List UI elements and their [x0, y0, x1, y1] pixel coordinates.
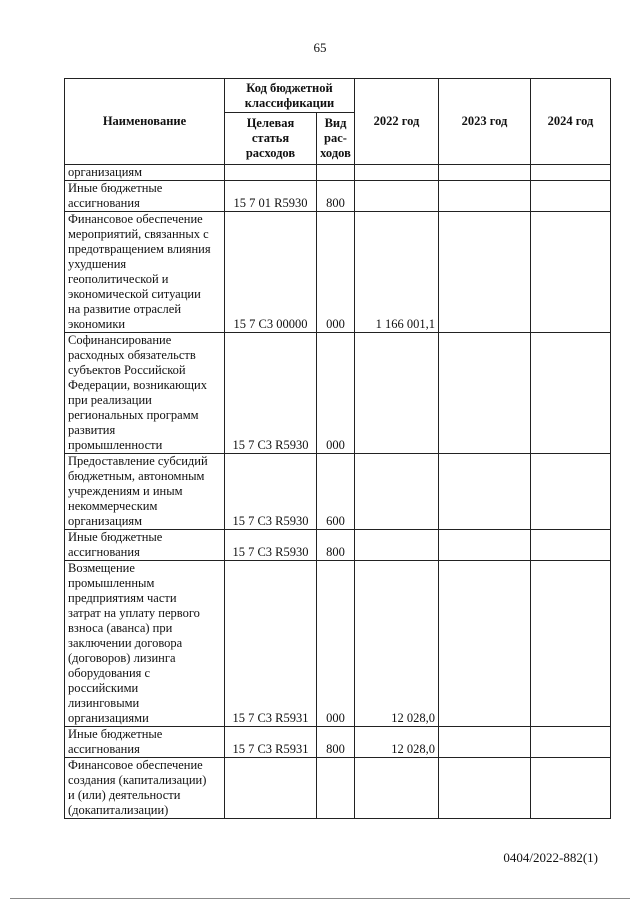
cell-expense-type	[317, 165, 355, 181]
cell-expense-type: 000	[317, 561, 355, 727]
cell-2023	[439, 165, 531, 181]
cell-2024	[531, 212, 611, 333]
cell-name: Иные бюджетные ассигнования	[65, 181, 225, 212]
cell-2024	[531, 758, 611, 819]
cell-expense-type: 800	[317, 530, 355, 561]
cell-2024	[531, 530, 611, 561]
cell-name: Предоставление субсидий бюджетным, автономным учреждениям и иным некоммерческим организациям	[65, 454, 225, 530]
cell-2023	[439, 727, 531, 758]
document-number: 0404/2022-882(1)	[503, 850, 598, 865]
cell-target-article	[225, 758, 317, 819]
cell-name: организациям	[65, 165, 225, 181]
cell-2022	[355, 530, 439, 561]
cell-target-article: 15 7 01 R5930	[225, 181, 317, 212]
cell-target-article: 15 7 С3 R5930	[225, 530, 317, 561]
cell-expense-type: 800	[317, 181, 355, 212]
cell-2024	[531, 181, 611, 212]
cell-2022: 12 028,0	[355, 727, 439, 758]
cell-2023	[439, 454, 531, 530]
header-expense-type: Вид рас-ходов	[317, 113, 355, 165]
cell-target-article: 15 7 С3 R5931	[225, 561, 317, 727]
cell-2022	[355, 165, 439, 181]
table-row	[65, 561, 611, 727]
cell-2022	[355, 454, 439, 530]
cell-name: Финансовое обеспечение создания (капитализации) и (или) деятельности (докапитализации)	[65, 758, 225, 819]
cell-expense-type	[317, 758, 355, 819]
cell-2023	[439, 333, 531, 454]
cell-expense-type: 600	[317, 454, 355, 530]
cell-name: Софинансирование расходных обязательств субъектов Российской Федерации, возникающих при реализации региональных программ развития промышленности	[65, 333, 225, 454]
header-name: Наименование	[65, 79, 225, 165]
cell-expense-type: 000	[317, 333, 355, 454]
cell-2022	[355, 333, 439, 454]
cell-target-article: 15 7 С3 R5930	[225, 333, 317, 454]
header-year-2022: 2022 год	[355, 79, 439, 165]
cell-2024	[531, 165, 611, 181]
table-row	[65, 165, 611, 181]
cell-2024	[531, 727, 611, 758]
cell-target-article	[225, 165, 317, 181]
cell-name: Финансовое обеспечение мероприятий, связанных с предотвращением влияния ухудшения геополитической и экономической ситуации на развитие отраслей экономики	[65, 212, 225, 333]
cell-2022	[355, 758, 439, 819]
cell-2023	[439, 758, 531, 819]
table-row	[65, 727, 611, 758]
cell-2024	[531, 454, 611, 530]
cell-name: Иные бюджетные ассигнования	[65, 727, 225, 758]
cell-target-article: 15 7 С3 00000	[225, 212, 317, 333]
cell-name: Иные бюджетные ассигнования	[65, 530, 225, 561]
cell-2024	[531, 561, 611, 727]
cell-target-article: 15 7 С3 R5930	[225, 454, 317, 530]
table-row	[65, 333, 611, 454]
header-year-2023: 2023 год	[439, 79, 531, 165]
header-year-2024: 2024 год	[531, 79, 611, 165]
cell-name: Возмещение промышленным предприятиям части затрат на уплату первого взноса (аванса) при заключении договора (договоров) лизинга оборудования с российскими лизинговыми организациями	[65, 561, 225, 727]
header-target-article: Целевая статья расходов	[225, 113, 317, 165]
table-row	[65, 530, 611, 561]
cell-2023	[439, 181, 531, 212]
table-row	[65, 212, 611, 333]
footer-divider	[10, 898, 630, 899]
cell-2022: 1 166 001,1	[355, 212, 439, 333]
cell-2023	[439, 561, 531, 727]
cell-expense-type: 000	[317, 212, 355, 333]
cell-2023	[439, 212, 531, 333]
cell-target-article: 15 7 С3 R5931	[225, 727, 317, 758]
cell-2022	[355, 181, 439, 212]
table-row	[65, 758, 611, 819]
table-row	[65, 181, 611, 212]
header-code-group: Код бюджетной классификации	[225, 79, 355, 113]
cell-2023	[439, 530, 531, 561]
page-number: 65	[313, 40, 327, 55]
table-row	[65, 454, 611, 530]
cell-2024	[531, 333, 611, 454]
cell-2022: 12 028,0	[355, 561, 439, 727]
budget-table	[64, 78, 611, 819]
cell-expense-type: 800	[317, 727, 355, 758]
